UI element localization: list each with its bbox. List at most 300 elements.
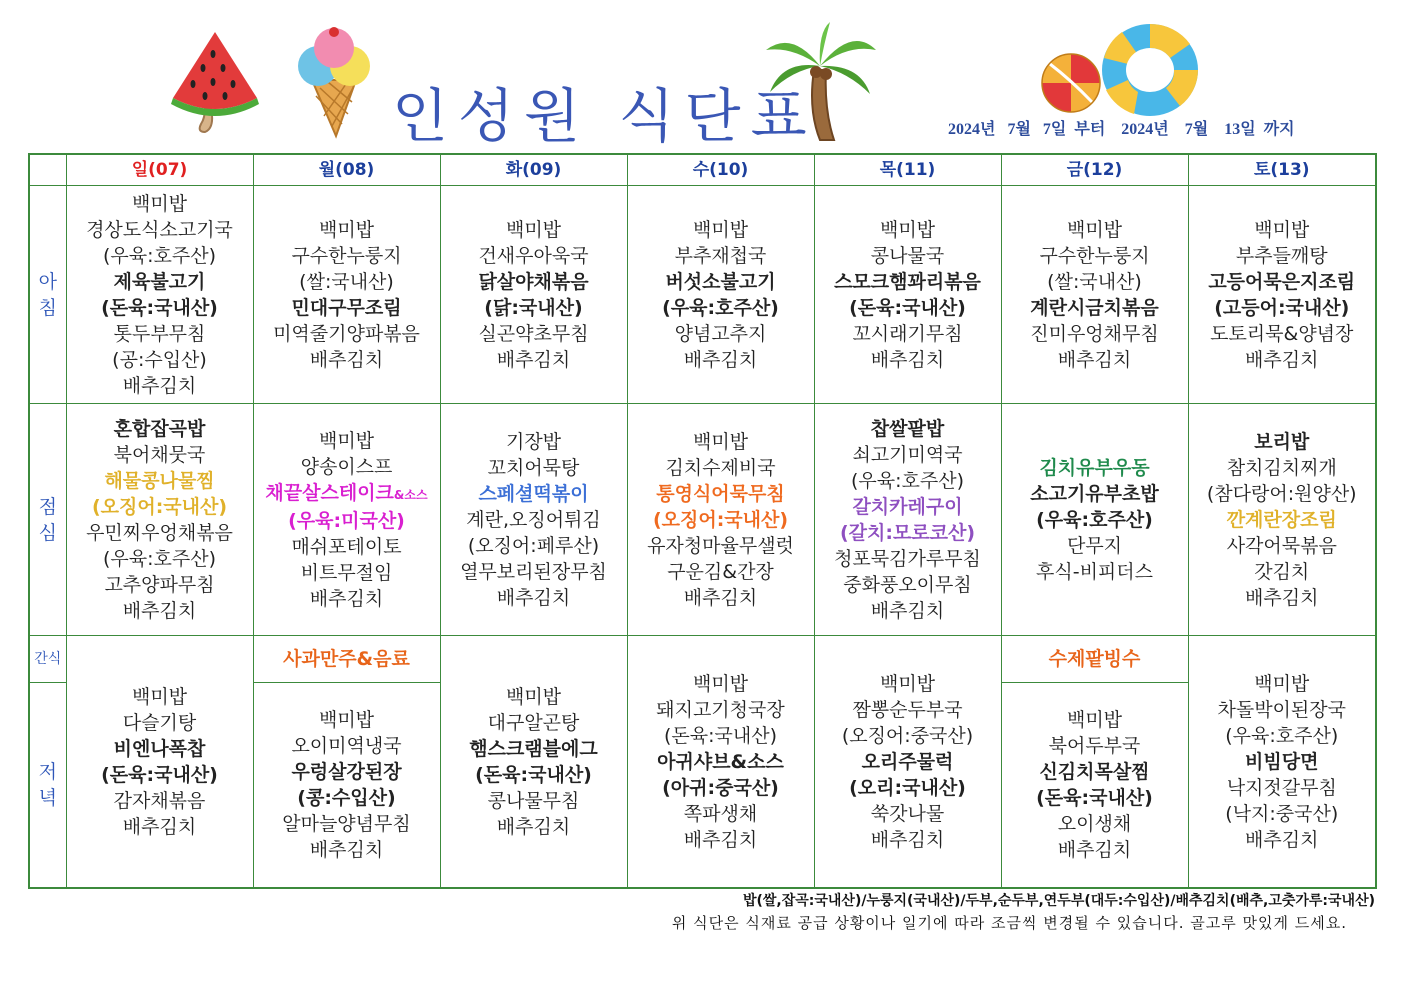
menu-item-text: 배추김치	[309, 348, 384, 371]
menu-item-text: 경상도식소고기국	[86, 218, 233, 241]
menu-item-text: (오징어:페루산)	[467, 534, 600, 557]
menu-item	[1002, 707, 1188, 733]
menu-item	[628, 295, 814, 321]
menu-item-text: 배추김치	[309, 587, 384, 610]
menu-item	[441, 295, 627, 321]
menu-item	[628, 269, 814, 295]
menu-item-text: 배추김치	[122, 815, 197, 838]
menu-item	[815, 723, 1001, 749]
menu-item	[254, 508, 440, 534]
menu-item	[815, 801, 1001, 827]
menu-item	[254, 428, 440, 454]
menu-item	[254, 586, 440, 612]
menu-item	[1189, 723, 1376, 749]
menu-item-text: 배추김치	[870, 828, 945, 851]
swim-ring-icon	[1100, 22, 1200, 118]
menu-item	[815, 546, 1001, 572]
menu-item	[628, 347, 814, 373]
menu-item	[441, 507, 627, 533]
menu-item-text: 비트무절임	[300, 561, 393, 584]
menu-item	[628, 827, 814, 853]
menu-item-text: 구수한누룽지	[1039, 244, 1150, 267]
menu-item-text: (돈육:국내산)	[1036, 787, 1153, 810]
menu-item	[628, 217, 814, 243]
menu-item-text: 버섯소불고기	[665, 270, 776, 293]
menu-item	[815, 416, 1001, 442]
menu-item-text: (오징어:중국산)	[841, 724, 974, 747]
row-label-breakfast	[29, 186, 66, 404]
menu-item-text: 백미밥	[1254, 218, 1310, 241]
menu-item	[441, 481, 627, 507]
menu-item-text: 배추김치	[1245, 586, 1319, 609]
menu-item	[815, 442, 1001, 468]
menu-item-text: 우렁살강된장	[291, 761, 402, 784]
breakfast-cell	[1001, 186, 1188, 404]
menu-item-text: 비빔당면	[1245, 750, 1319, 773]
menu-item-text: (쌀:국내산)	[1047, 270, 1142, 293]
breakfast-row	[29, 186, 1376, 404]
menu-item	[1189, 697, 1376, 723]
menu-item	[441, 736, 627, 762]
menu-item-text: 차돌박이된장국	[1217, 698, 1346, 721]
menu-item-text: 고추양파무침	[104, 573, 215, 596]
menu-item	[815, 269, 1001, 295]
day-header-row	[29, 154, 1376, 186]
menu-item-text: 깐계란장조림	[1226, 508, 1337, 531]
menu-item	[1189, 295, 1376, 321]
menu-item	[254, 347, 440, 373]
menu-item-text: (아귀:중국산)	[662, 776, 779, 799]
menu-item	[254, 759, 440, 785]
menu-item-text: (닭:국내산)	[484, 296, 583, 319]
menu-item	[1189, 827, 1376, 853]
menu-item-text: (낙지:중국산)	[1225, 802, 1339, 825]
menu-item	[254, 295, 440, 321]
menu-item	[1002, 811, 1188, 837]
menu-item-text: 콩나물국	[870, 244, 945, 267]
menu-item	[67, 546, 253, 572]
menu-item-text: (쌀:국내산)	[299, 270, 394, 293]
snack-row	[29, 636, 1376, 683]
menu-item	[628, 321, 814, 347]
menu-item	[1189, 671, 1376, 697]
menu-item	[441, 710, 627, 736]
menu-item	[67, 468, 253, 494]
watermelon-popsicle-icon	[165, 28, 265, 136]
lunch-row	[29, 404, 1376, 636]
menu-item-text: 청포묵김가루무침	[834, 547, 981, 570]
menu-item-text: 닭살야채볶음	[478, 270, 589, 293]
menu-item-text: 신김치목살찜	[1039, 761, 1150, 784]
day-header-wed: 수(10)	[627, 154, 814, 186]
menu-item	[67, 736, 253, 762]
menu-item	[254, 454, 440, 480]
menu-item-text: 다슬기탕	[122, 711, 197, 734]
menu-item	[67, 321, 253, 347]
menu-item	[628, 801, 814, 827]
menu-item	[254, 707, 440, 733]
menu-item-text: 콩나물무침	[487, 789, 580, 812]
menu-item	[1002, 455, 1188, 481]
menu-item	[1002, 837, 1188, 863]
menu-item-text: 소고기유부초밥	[1030, 482, 1159, 505]
menu-item-text: 비엔나폭찹	[113, 737, 206, 760]
menu-item	[254, 560, 440, 586]
lunch-cell	[1001, 404, 1188, 636]
menu-item-text: 백미밥	[1066, 709, 1123, 732]
menu-item	[628, 671, 814, 697]
menu-item-text: 구수한누룽지	[291, 244, 402, 267]
dinner-cell	[66, 636, 253, 888]
menu-item-text: (우육:미국산)	[288, 509, 405, 532]
day-header-sun: 일(07)	[66, 154, 253, 186]
menu-item	[1189, 321, 1376, 347]
menu-item-text: 꼬시래기무침	[852, 322, 963, 345]
menu-item-text: 백미밥	[879, 672, 936, 695]
menu-item	[1189, 801, 1376, 827]
menu-item	[815, 321, 1001, 347]
menu-item	[1002, 533, 1188, 559]
menu-item	[67, 269, 253, 295]
menu-item-text: 북어두부국	[1048, 735, 1141, 758]
menu-item	[1002, 481, 1188, 507]
menu-item-text: (오징어:국내산)	[652, 508, 789, 531]
menu-item-text: 채끝살스테이크	[265, 481, 394, 504]
menu-item-text: 기장밥	[505, 430, 562, 453]
menu-item-text: 통영식어묵무침	[656, 482, 785, 505]
menu-item-text: 스모크햄꽈리볶음	[834, 270, 981, 293]
menu-item	[67, 217, 253, 243]
menu-item	[1189, 455, 1376, 481]
menu-item-text: 혼합잡곡밥	[113, 417, 206, 440]
menu-item-text: 열무보리된장무침	[460, 560, 607, 583]
menu-item	[254, 480, 440, 508]
menu-item-text: 백미밥	[131, 192, 188, 215]
menu-item-text: 건새우아욱국	[478, 244, 589, 267]
menu-item	[1189, 347, 1376, 373]
menu-item-text: 후식-비피더스	[1036, 560, 1153, 583]
menu-item-text: (공:수입산)	[112, 348, 207, 371]
menu-item	[254, 321, 440, 347]
menu-item-text: (오리:국내산)	[849, 776, 966, 799]
menu-item	[628, 533, 814, 559]
menu-item	[254, 269, 440, 295]
menu-item-text: 유자청마율무샐럿	[647, 534, 794, 557]
menu-item-text: 배추김치	[496, 586, 571, 609]
menu-item-text: 감자채볶음	[113, 789, 206, 812]
menu-item	[67, 191, 253, 217]
menu-item-text: 부추들깨탕	[1235, 244, 1328, 267]
lunch-cell	[627, 404, 814, 636]
menu-item	[254, 837, 440, 863]
row-label-text: 저 녁	[38, 761, 57, 810]
menu-item-text: 단무지	[1066, 534, 1123, 557]
menu-item-suffix: &소스	[393, 487, 428, 502]
menu-item-text: (돈육:국내산)	[101, 763, 218, 786]
menu-item-text: (돈육:국내산)	[475, 763, 592, 786]
menu-item	[815, 827, 1001, 853]
menu-item	[1002, 269, 1188, 295]
menu-item	[1189, 481, 1376, 507]
menu-item-text: 배추김치	[496, 348, 571, 371]
menu-item-text: (우육:호주산)	[1036, 508, 1153, 531]
menu-item	[254, 217, 440, 243]
menu-item-text: (돈육:국내산)	[664, 724, 777, 747]
menu-item-text: (오징어:국내산)	[91, 495, 228, 518]
menu-item	[1189, 269, 1376, 295]
menu-item	[815, 749, 1001, 775]
breakfast-cell	[627, 186, 814, 404]
menu-item-text: 백미밥	[692, 218, 749, 241]
menu-item	[815, 572, 1001, 598]
menu-item	[1002, 507, 1188, 533]
menu-item	[628, 723, 814, 749]
menu-item-text: (우육:호주산)	[662, 296, 779, 319]
menu-item-text: (돈육:국내산)	[101, 296, 218, 319]
menu-item-text: 오리주물럭	[861, 750, 954, 773]
lunch-cell	[1188, 404, 1376, 636]
menu-item	[441, 243, 627, 269]
menu-item-text: 쇠고기미역국	[852, 443, 963, 466]
menu-item-text: 쪽파생채	[683, 802, 758, 825]
menu-item-text: (우육:호주산)	[103, 547, 216, 570]
menu-item-text: 민대구무조림	[291, 296, 402, 319]
menu-item	[815, 468, 1001, 494]
menu-item-text: 쑥갓나물	[870, 802, 945, 825]
breakfast-cell	[66, 186, 253, 404]
menu-item-text: 구운김&간장	[667, 560, 774, 583]
menu-item-text: 우민찌우엉채볶음	[86, 521, 233, 544]
menu-item-text: 낙지젓갈무침	[1226, 776, 1337, 799]
menu-item	[815, 520, 1001, 546]
menu-item-text: (우육:호주산)	[1225, 724, 1339, 747]
day-header-fri: 금(12)	[1001, 154, 1188, 186]
menu-item-text: 백미밥	[879, 218, 936, 241]
menu-item-text: 배추김치	[1057, 839, 1132, 862]
menu-item	[1189, 749, 1376, 775]
day-header-sat: 토(13)	[1188, 154, 1376, 186]
menu-item	[441, 347, 627, 373]
menu-item-text: 중화풍오이무침	[843, 573, 972, 596]
menu-item	[628, 243, 814, 269]
menu-item	[67, 373, 253, 399]
breakfast-cell	[814, 186, 1001, 404]
menu-item-text: (돈육:국내산)	[849, 296, 966, 319]
menu-item	[441, 455, 627, 481]
dinner-cell	[440, 636, 627, 888]
menu-item-text: 배추김치	[1245, 828, 1319, 851]
menu-item	[1002, 559, 1188, 585]
menu-item	[1189, 559, 1376, 585]
menu-item	[1002, 733, 1188, 759]
menu-item-text: (우육:호주산)	[851, 469, 964, 492]
menu-item	[1002, 295, 1188, 321]
menu-item	[67, 520, 253, 546]
menu-item-text: 백미밥	[318, 709, 375, 732]
menu-item	[441, 321, 627, 347]
menu-item	[441, 788, 627, 814]
menu-item	[628, 507, 814, 533]
snack-cell-mon: 사과만주&음료	[253, 636, 440, 683]
menu-item-text: 톳두부무침	[113, 322, 206, 345]
menu-item-text: 오이미역냉국	[291, 735, 402, 758]
menu-item-text: 미역줄기양파볶음	[273, 322, 420, 345]
dinner-cell	[814, 636, 1001, 888]
menu-item-text: (참다랑어:원양산)	[1206, 482, 1357, 505]
menu-item-text: 짬뽕순두부국	[852, 698, 963, 721]
menu-item	[441, 684, 627, 710]
menu-item	[254, 811, 440, 837]
menu-item	[628, 481, 814, 507]
menu-item	[441, 814, 627, 840]
menu-item-text: 양념고추지	[674, 322, 767, 345]
menu-item-text: 제육불고기	[113, 270, 206, 293]
menu-item-text: 매쉬포테이토	[291, 535, 402, 558]
menu-item	[1189, 585, 1376, 611]
menu-item	[67, 684, 253, 710]
menu-item	[1189, 243, 1376, 269]
menu-item-text: 배추김치	[122, 374, 197, 397]
menu-item-text: 김치수제비국	[665, 456, 776, 479]
menu-item	[67, 295, 253, 321]
row-label-snack: 간식	[29, 636, 66, 683]
menu-item-text: 김치유부우동	[1039, 456, 1150, 479]
menu-item-text: 백미밥	[1254, 672, 1310, 695]
menu-item-text: 알마늘양념무침	[282, 813, 411, 836]
corner-cell	[29, 154, 66, 186]
menu-item	[67, 788, 253, 814]
menu-item-text: 아귀샤브&소스	[657, 750, 784, 773]
menu-item-text: 백미밥	[505, 685, 562, 708]
menu-item	[441, 762, 627, 788]
menu-item	[67, 814, 253, 840]
menu-item-text: 배추김치	[1057, 348, 1132, 371]
menu-item	[441, 559, 627, 585]
menu-item	[815, 598, 1001, 624]
menu-item-text: 스페셜떡볶이	[478, 482, 589, 505]
menu-item-text: 고등어묵은지조림	[1208, 270, 1356, 293]
menu-item-text: 진미우엉채무침	[1030, 322, 1159, 345]
menu-item-text: 배추김치	[1245, 348, 1319, 371]
menu-item	[67, 710, 253, 736]
menu-item-text: 백미밥	[1066, 218, 1123, 241]
menu-item	[441, 585, 627, 611]
dinner-cell	[1001, 683, 1188, 888]
menu-item	[254, 534, 440, 560]
menu-item-text: (우육:호주산)	[103, 244, 216, 267]
menu-item-text: 부추재첩국	[674, 244, 767, 267]
beach-ball-icon	[1040, 52, 1102, 114]
menu-item-text: 실곤약초무침	[478, 322, 589, 345]
menu-item	[67, 347, 253, 373]
menu-item	[628, 775, 814, 801]
menu-item	[67, 243, 253, 269]
menu-item	[441, 269, 627, 295]
menu-item	[1189, 507, 1376, 533]
breakfast-cell	[253, 186, 440, 404]
menu-item-text: 배추김치	[870, 599, 945, 622]
menu-item-text: 갓김치	[1254, 560, 1310, 583]
menu-item-text: 보리밥	[1254, 430, 1310, 453]
menu-item	[441, 217, 627, 243]
row-label-text: 점 심	[38, 495, 57, 544]
menu-item-text: 꼬치어묵탕	[487, 456, 580, 479]
lunch-cell	[440, 404, 627, 636]
menu-item	[628, 455, 814, 481]
menu-item	[815, 243, 1001, 269]
menu-item	[1002, 759, 1188, 785]
menu-item	[815, 217, 1001, 243]
menu-item	[815, 697, 1001, 723]
lunch-cell	[66, 404, 253, 636]
menu-item-text: 백미밥	[318, 218, 375, 241]
menu-item-text: 대구알곤탕	[487, 711, 580, 734]
menu-item	[67, 598, 253, 624]
snack-cell-fri: 수제팥빙수	[1001, 636, 1188, 683]
menu-item-text: 참치김치찌개	[1226, 456, 1337, 479]
dinner-cell	[1188, 636, 1376, 888]
menu-item-text: 북어채뭇국	[113, 443, 206, 466]
menu-item	[628, 749, 814, 775]
menu-item	[67, 416, 253, 442]
menu-item	[254, 733, 440, 759]
menu-item	[815, 494, 1001, 520]
menu-item	[628, 559, 814, 585]
menu-item-text: (갈치:모로코산)	[839, 521, 976, 544]
menu-item	[628, 585, 814, 611]
menu-item-text: 백미밥	[692, 672, 749, 695]
row-label-dinner	[29, 683, 66, 888]
menu-item-text: 햄스크램블에그	[469, 737, 598, 760]
menu-item-text: 계란,오징어튀김	[466, 508, 601, 531]
menu-item-text: 사각어묵볶음	[1226, 534, 1337, 557]
menu-item-text: (고등어:국내산)	[1214, 296, 1350, 319]
notice-text: 위 식단은 식재료 공급 상황이나 일기에 따라 조금씩 변경될 수 있습니다. 골고루 맛있게 드세요.	[671, 914, 1347, 932]
date-range: 2024년 7월 7일 부터 2024년 7월 13일 까지	[948, 121, 1295, 138]
menu-item	[67, 572, 253, 598]
lunch-cell	[253, 404, 440, 636]
menu-item-text: 백미밥	[318, 429, 375, 452]
day-header-thu: 목(11)	[814, 154, 1001, 186]
menu-item	[815, 671, 1001, 697]
dinner-cell	[253, 683, 440, 888]
lunch-cell	[814, 404, 1001, 636]
menu-item	[1189, 533, 1376, 559]
day-header-tue: 화(09)	[440, 154, 627, 186]
breakfast-cell	[1188, 186, 1376, 404]
menu-item-text: (콩:수입산)	[297, 787, 396, 810]
menu-item-text: 배추김치	[309, 839, 384, 862]
menu-item	[815, 775, 1001, 801]
menu-item	[441, 429, 627, 455]
menu-item	[815, 295, 1001, 321]
menu-item-text: 도토리묵&양념장	[1210, 322, 1354, 345]
menu-item-text: 갈치카레구이	[852, 495, 963, 518]
breakfast-cell	[440, 186, 627, 404]
menu-item	[628, 697, 814, 723]
menu-item	[1002, 785, 1188, 811]
menu-item-text: 백미밥	[505, 218, 562, 241]
menu-item-text: 배추김치	[496, 815, 571, 838]
menu-item	[254, 785, 440, 811]
menu-item	[815, 347, 1001, 373]
menu-item-text: 배추김치	[870, 348, 945, 371]
menu-item	[67, 762, 253, 788]
menu-item-text: 찹쌀팥밥	[870, 417, 945, 440]
menu-item	[1002, 217, 1188, 243]
menu-item	[1189, 429, 1376, 455]
menu-item	[67, 494, 253, 520]
